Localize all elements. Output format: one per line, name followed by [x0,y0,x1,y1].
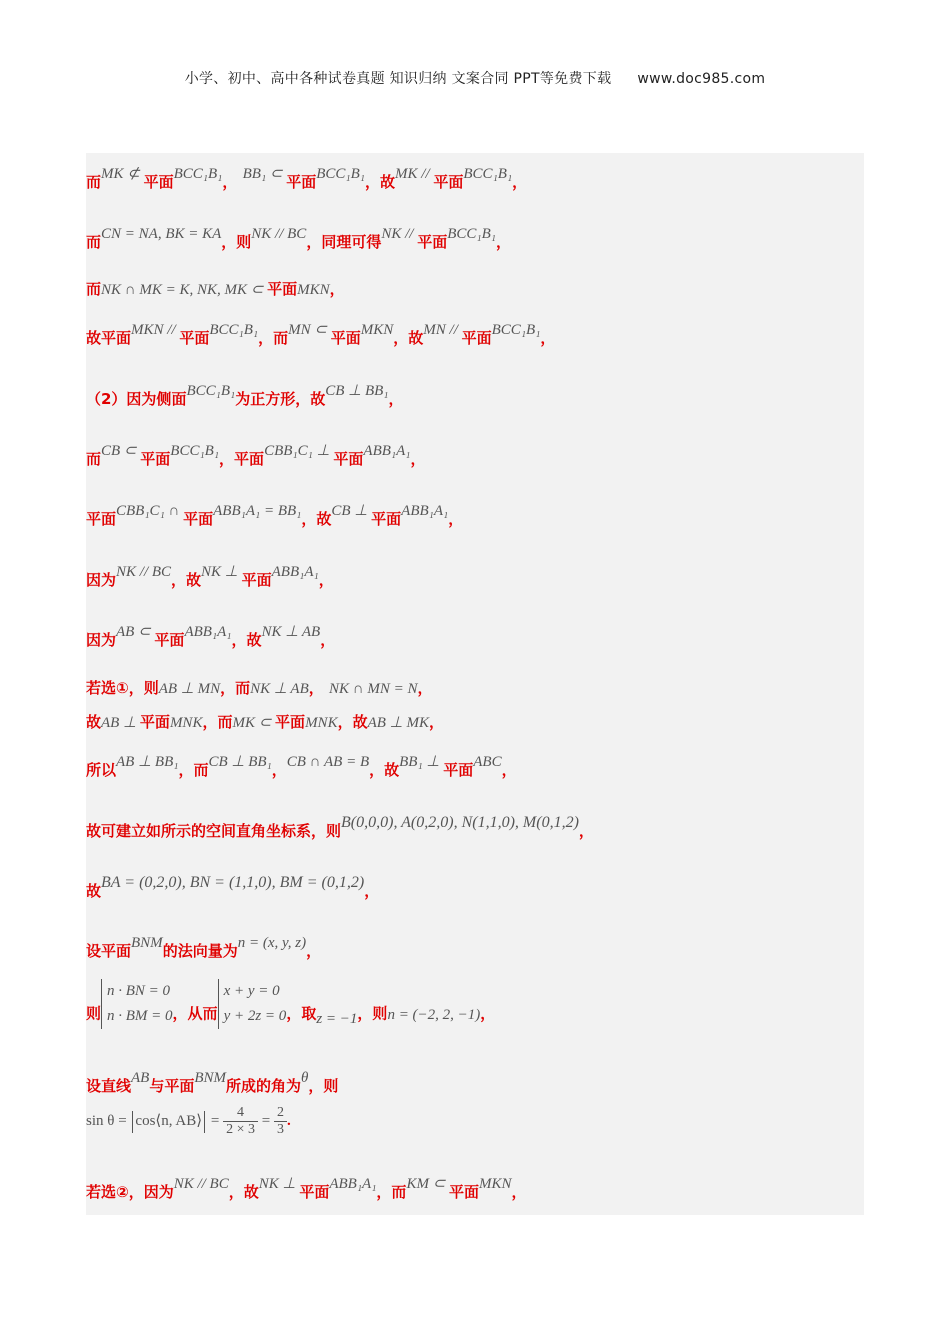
math: ABB₁A₁ [184,624,232,640]
text: 因为 [86,631,117,649]
math: NK ⊥ AB [250,681,309,697]
math: NK // BC [173,1176,229,1192]
math: CBB₁C₁ ∩ [116,503,184,519]
math: = [207,1112,224,1129]
text: ，故 [301,510,332,528]
math: MN // [423,322,462,338]
page-header [0,68,950,88]
text: ， [388,390,404,408]
math: CN = NA, BK = KA [101,226,222,242]
abs-bar-left [132,1111,133,1133]
solution-line-14 [86,874,380,901]
text: ，故 [369,761,400,779]
equation-system-2 [218,979,287,1029]
fraction-4-over-6 [223,1105,258,1138]
solution-line-7 [86,503,464,529]
math: AB [131,1070,150,1086]
text: 平面 [140,450,171,468]
math: NK ⊥ AB [261,624,321,640]
math: n = (−2, 2, −1) [387,1006,481,1023]
text: 所成的角为 [226,1077,302,1095]
text: 平面 [433,173,464,191]
solution-line-5 [86,383,404,409]
text: ， [318,571,334,589]
solution-line-16 [86,983,496,1039]
math: AB ⊂ [116,624,155,640]
abs-bar-right [204,1111,205,1133]
math: AB ⊥ MK [367,715,429,731]
math: BB₁ ⊥ [399,754,444,770]
text: ，故 [365,173,396,191]
text: ， [417,679,433,697]
solution-line-12 [86,754,517,780]
text: ，故 [393,329,424,347]
math: BCC₁B₁ [173,166,223,182]
text: 平面 [275,713,306,731]
math: NK ∩ MN = N [329,681,418,697]
text: 平面 [143,173,174,191]
solution-line-9 [86,624,336,650]
numerator: 4 [223,1105,258,1122]
solution-line-10 [86,677,433,698]
text: 故 [86,713,102,731]
text: 平面 [417,233,448,251]
math: MNK [305,715,338,731]
math: ABB₁A₁ [401,503,449,519]
denominator: 3 [276,1122,284,1137]
text: 平面 [267,280,298,298]
text: 平面 [154,631,185,649]
text: 为正方形，故 [235,390,326,408]
solution-line-18 [86,1105,291,1138]
text: ，而 [220,679,251,697]
math: NK ⊥ [258,1176,300,1192]
math: AB ⊥ BB₁ [116,754,179,770]
math: NK ⊥ [201,564,242,580]
math: BCC₁B₁ [463,166,513,182]
text: 平面 [371,510,402,528]
math: AB ⊥ MN [158,681,221,697]
text: ， [511,1183,527,1201]
text: ， [320,631,336,649]
math: MKN // [131,322,180,338]
text: ，取 [286,1004,317,1023]
text: ，从而 [172,1004,218,1023]
text: ， [480,1004,496,1023]
text: 若选②，因为 [86,1183,174,1201]
text: ， [410,450,426,468]
math: MKN [479,1176,512,1192]
solution-line-13 [86,814,594,841]
math: MK // [395,166,434,182]
fraction-2-over-3 [274,1105,287,1138]
text: ，而 [258,329,289,347]
text: ， [271,761,287,779]
math: CB ⊂ [101,443,141,459]
text: ，故 [228,1183,259,1201]
math: BCC₁B₁ [316,166,366,182]
text: 平面 [299,1183,330,1201]
text: 平面 [330,329,361,347]
text: 平面 [139,713,170,731]
math: z = −1 [316,1010,358,1027]
text: ，则 [357,1004,388,1023]
solution-line-19 [86,1176,527,1202]
text: 平面 [333,450,364,468]
math: sin θ = [86,1112,131,1129]
math: BCC₁B₁ [209,322,259,338]
text: 则 [86,1004,102,1023]
solution-line-2 [86,226,511,252]
text: 而 [86,173,102,191]
math: = [258,1112,274,1129]
text: 平面 [86,510,117,528]
text: ，故 [337,713,368,731]
math: BCC₁B₁ [170,443,220,459]
text: 而 [86,233,102,251]
solution-content [86,153,864,1215]
solution-line-4 [86,322,556,348]
text: 所以 [86,761,117,779]
text: ，而 [202,713,233,731]
text: 故平面 [86,329,132,347]
text: ， [306,942,322,960]
math: ABB₁A₁ [363,443,411,459]
math: BB₁ ⊂ [242,166,287,182]
denominator: 2 × 3 [226,1122,255,1137]
solution-line-15 [86,935,322,961]
text: 平面 [443,761,474,779]
math: n = (x, y, z) [237,935,307,951]
math: KM ⊂ [406,1176,450,1192]
text: ， [501,761,517,779]
math: BNM [194,1070,227,1086]
text: ，故 [231,631,262,649]
math: MKN [297,282,330,298]
math: BNM [131,935,163,951]
math: CBB₁C₁ ⊥ [264,443,334,459]
math: BCC₁B₁ [491,322,541,338]
math: n · BN = 0 [107,983,171,999]
math: BCC₁B₁ [186,383,236,399]
math: NK // BC [116,564,172,580]
math: MK ⊄ [101,166,144,182]
text: 而 [86,450,102,468]
text: ， [540,329,556,347]
math: BCC₁B₁ [447,226,496,242]
math: cos⟨n, AB⟩ [135,1112,203,1129]
math: NK // BC [251,226,307,242]
text: ， [364,882,380,900]
text: ，平面 [219,450,265,468]
text: 平面 [286,173,317,191]
math: ABC [473,754,502,770]
solution-line-3 [86,278,345,299]
text: 而 [86,280,102,298]
solution-line-6 [86,443,426,469]
text: ， [448,510,464,528]
text: 设直线 [86,1077,132,1095]
text: ， [222,173,238,191]
header-text: 小学、初中、高中各种试卷真题 知识归纳 文案合同 PPT等免费下载 [184,71,612,87]
solution-line-17 [86,1070,339,1096]
math: AB ⊥ [101,715,140,731]
text: （2）因为侧面 [86,390,187,408]
math: CB ⊥ [331,503,372,519]
math: NK ∩ MK = K, NK, MK ⊂ [101,282,268,298]
text: ，而 [376,1183,407,1201]
text: ， [512,173,528,191]
text: ， [578,822,594,840]
text: 平面 [449,1183,480,1201]
text: 设平面 [86,942,132,960]
math: BA = (0,2,0), BN = (1,1,0), BM = (0,1,2) [101,874,365,891]
text: 平面 [179,329,210,347]
text: 平面 [183,510,214,528]
text: ， [495,233,511,251]
text: 的法向量为 [162,942,238,960]
solution-line-8 [86,564,334,590]
math: MN ⊂ [288,322,331,338]
solution-line-1 [86,166,528,192]
numerator: 2 [274,1105,287,1122]
text: ， [429,713,445,731]
math: NK // [381,226,418,242]
equation-system-1 [101,979,173,1029]
math: B(0,0,0), A(0,2,0), N(1,1,0), M(0,1,2) [341,814,579,831]
text: 平面 [241,571,272,589]
text: ，故 [171,571,202,589]
math: x + y = 0 [223,983,280,999]
text: ，则 [221,233,252,251]
text: 故 [86,882,102,900]
math: y + 2z = 0 [223,1008,287,1024]
math: ABB₁A₁ [329,1176,377,1192]
text: ，同理可得 [306,233,382,251]
math: MNK [169,715,203,731]
text: 平面 [461,329,492,347]
text: . [286,1112,291,1129]
math: MKN [360,322,394,338]
text: 若选①，则 [86,679,159,697]
header-site: www.doc985.com [637,71,766,87]
math: CB ⊥ BB₁ [325,383,389,399]
text: 与平面 [149,1077,195,1095]
math: n · BM = 0 [107,1008,173,1024]
text: ， [308,679,324,697]
math: CB ∩ AB = B [286,754,370,770]
text: 因为 [86,571,117,589]
math: CB ⊥ BB₁ [208,754,272,770]
text: ，则 [308,1077,339,1095]
math: θ [301,1070,309,1086]
math: ABB₁A₁ [271,564,319,580]
text: 故可建立如所示的空间直角坐标系，则 [86,822,342,840]
text: ，而 [178,761,209,779]
math: ABB₁A₁ = BB₁ [213,503,302,519]
text: ， [329,280,345,298]
solution-line-11 [86,711,444,732]
math: MK ⊂ [232,715,276,731]
